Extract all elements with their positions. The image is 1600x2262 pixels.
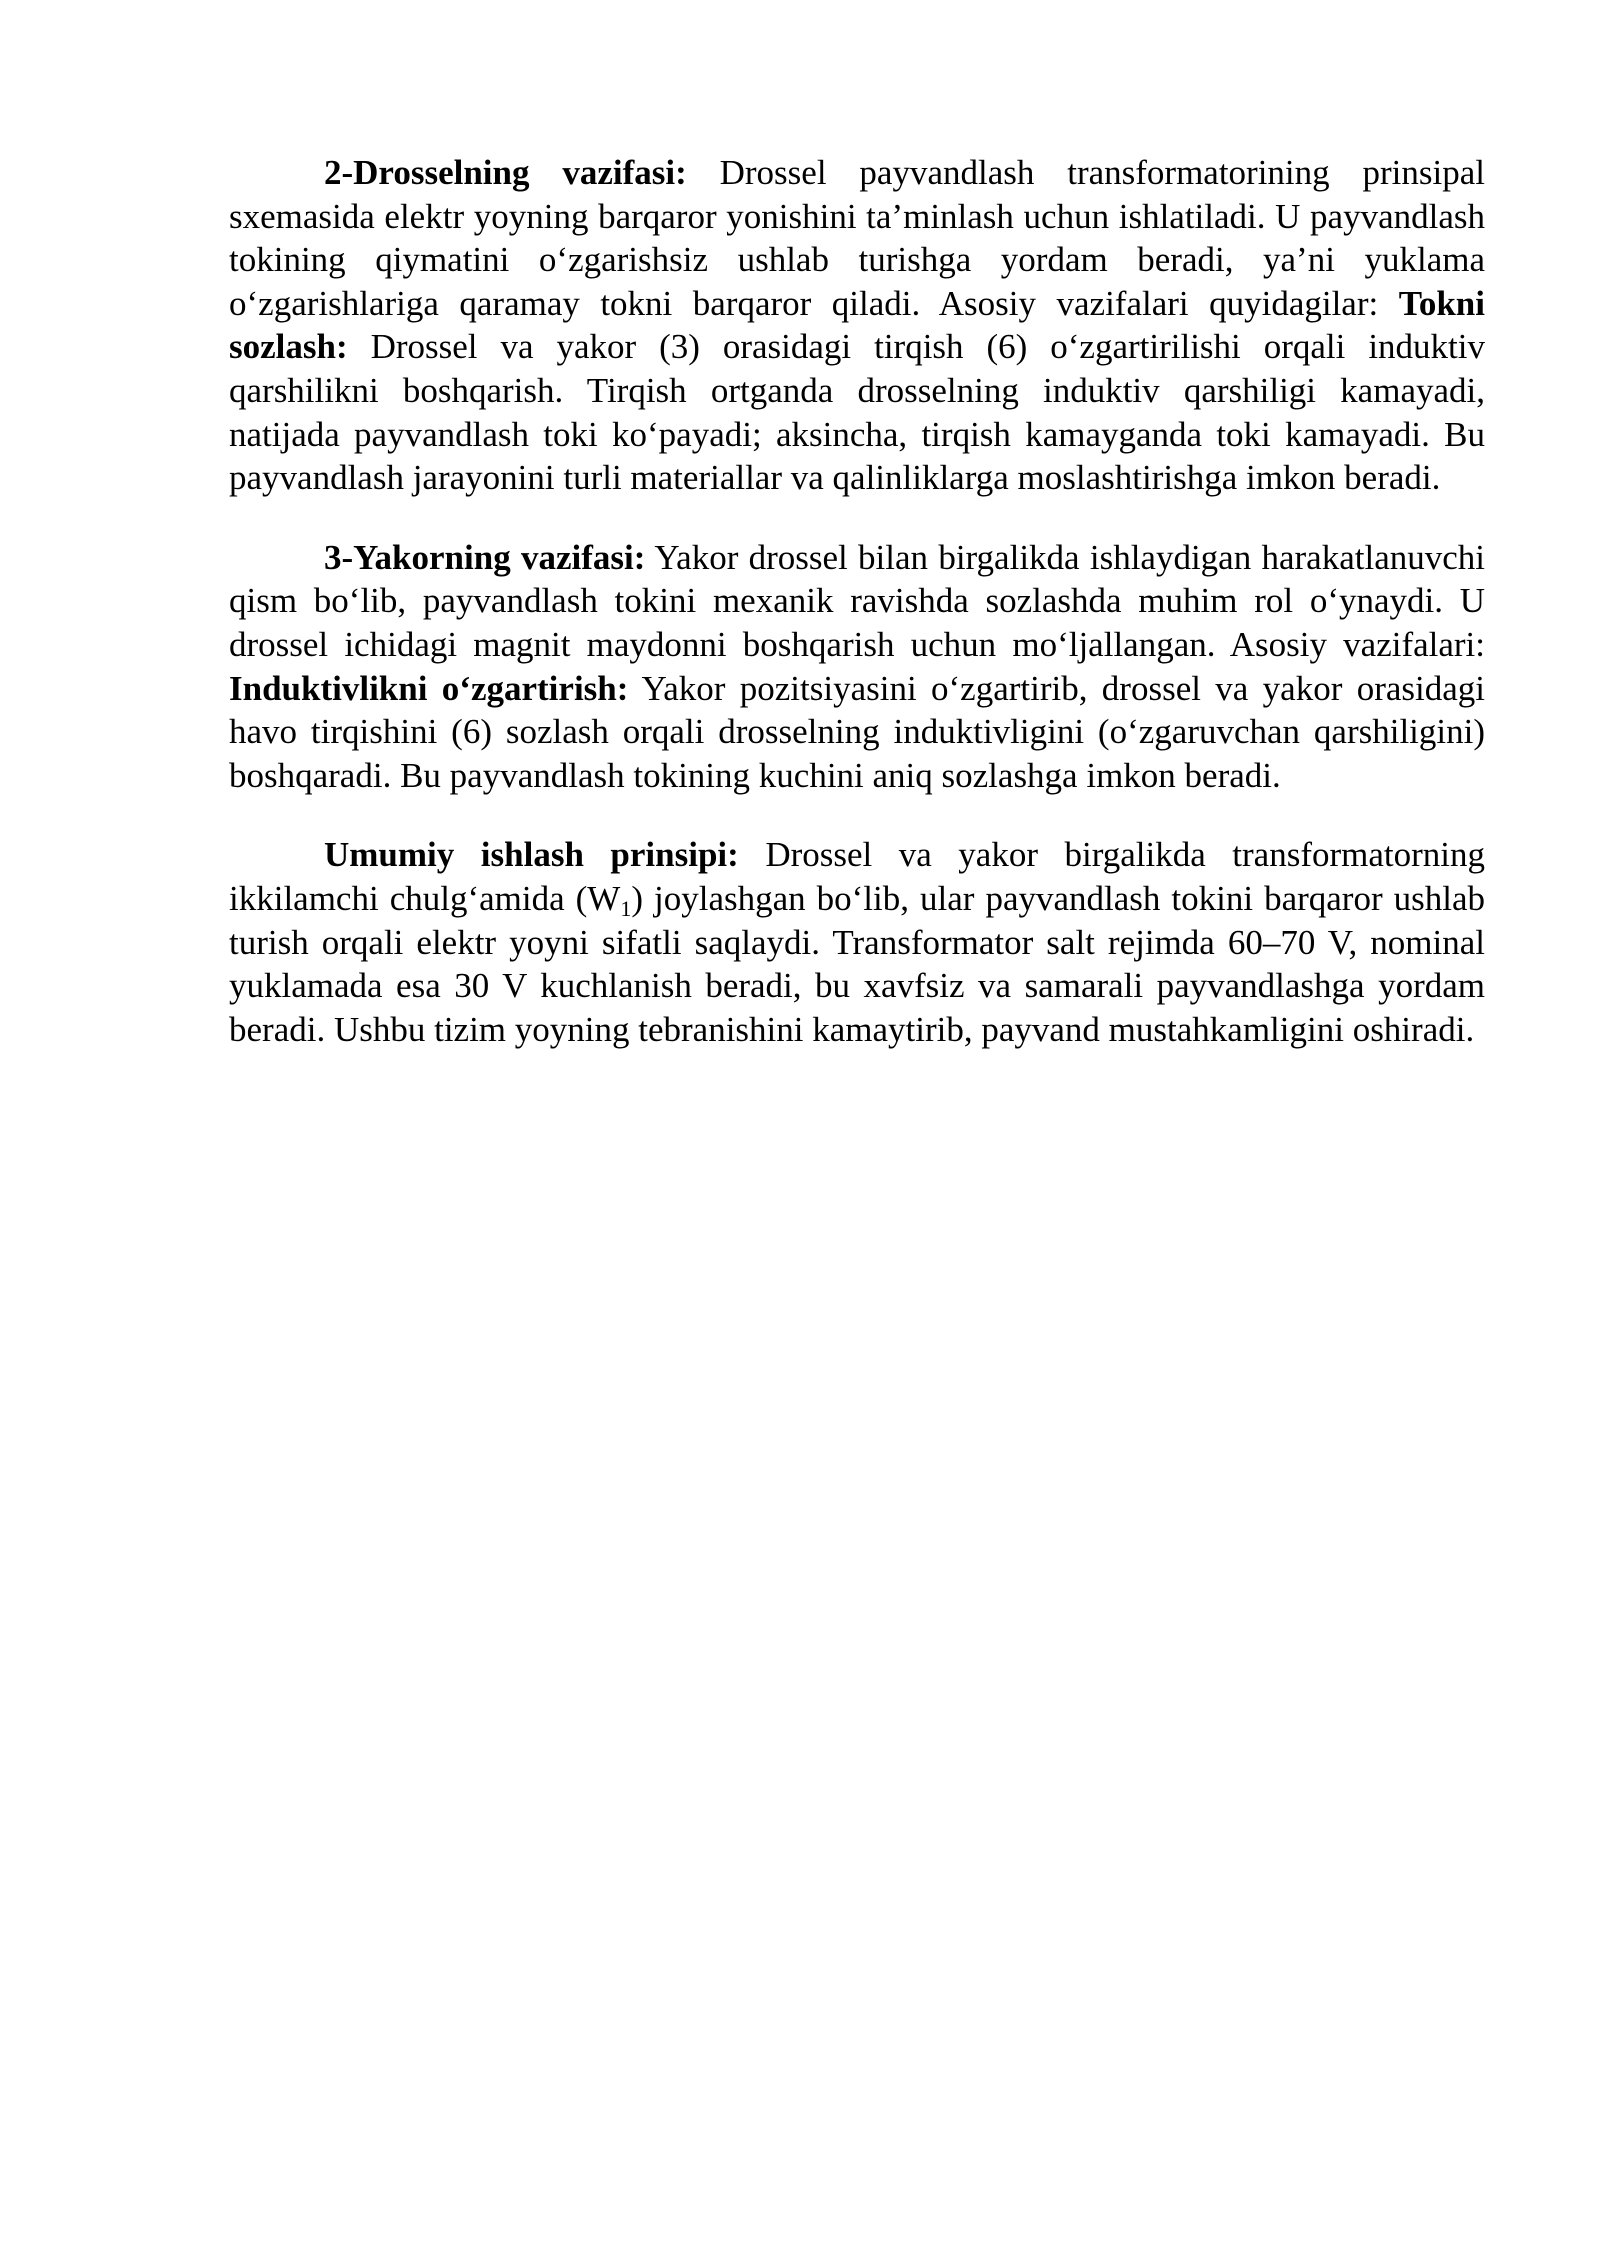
subscript-w1: 1: [620, 895, 632, 921]
paragraph-umumiy: [229, 833, 1485, 1051]
paragraph-yakor: [229, 536, 1485, 798]
document-body: [229, 151, 1485, 1087]
paragraph-yakor-text-1: Yakor drossel bilan birgalikda ishlaydigan harakatlanuvchi qism bo‘lib, payvandlash tokini mexanik ravishda sozlashda muhim rol o‘ynaydi. U drossel ichidagi magnit maydonni boshqarish uchun mo‘ljallangan. Asosiy vazifalari:: [229, 537, 1485, 664]
paragraph-drossel: [229, 151, 1485, 500]
paragraph-umumiy-text-2: ) joylashgan bo‘lib, ular payvandlash tokini barqaror ushlab turish orqali elektr yoyni sifatli saqlaydi. Transformator salt rejimda 60–70 V, nominal yuklamada esa 30 V kuchlanish beradi, bu xavfsiz va samarali payvandlashga yordam beradi. Ushbu tizim yoyning tebranishini kamaytirib, payvand mustahkamligini oshiradi.: [229, 878, 1486, 1049]
subheading-induktivlik: Induktivlikni o‘zgartirish:: [229, 668, 629, 708]
heading-umumiy: Umumiy ishlash prinsipi:: [324, 835, 739, 875]
paragraph-yakor-text-2: Yakor pozitsiyasini o‘zgartirib, drossel va yakor orasidagi havo tirqishini (6) sozlash orqali drosselning induktivligini (o‘zgaruvchan qarshiligini) boshqaradi. Bu payvandlash tokining kuchini aniq sozlashga imkon beradi.: [229, 668, 1485, 795]
heading-yakor: 3-Yakorning vazifasi:: [324, 537, 646, 577]
subheading-tokni-sozlash: Tokni sozlash:: [229, 283, 1485, 367]
heading-drossel: 2-Drosselning vazifasi:: [324, 153, 687, 192]
paragraph-umumiy-text-1: Drossel va yakor birgalikda transformatorning ikkilamchi chulg‘amida (W: [229, 835, 1485, 918]
paragraph-drossel-text-2: Drossel va yakor (3) orasidagi tirqish (6) o‘zgartirilishi orqali induktiv qarshilikni boshqarish. Tirqish ortganda drosselning induktiv qarshiligi kamayadi, natijada payvandlash toki ko‘payadi; aksincha, tirqish kamayganda toki kamayadi. Bu payvandlash jarayonini turli materiallar va qalinliklarga moslashtirishga imkon beradi.: [229, 327, 1485, 498]
paragraph-drossel-text-1: Drossel payvandlash transformatorining prinsipal sxemasida elektr yoyning barqaror yonishini ta’minlash uchun ishlatiladi. U payvandlash tokining qiymatini o‘zgarishsiz ushlab turishga yordam beradi, ya’ni yuklama o‘zgarishlariga qaramay tokni barqaror qiladi. Asosiy vazifalari quyidagilar:: [229, 153, 1485, 323]
